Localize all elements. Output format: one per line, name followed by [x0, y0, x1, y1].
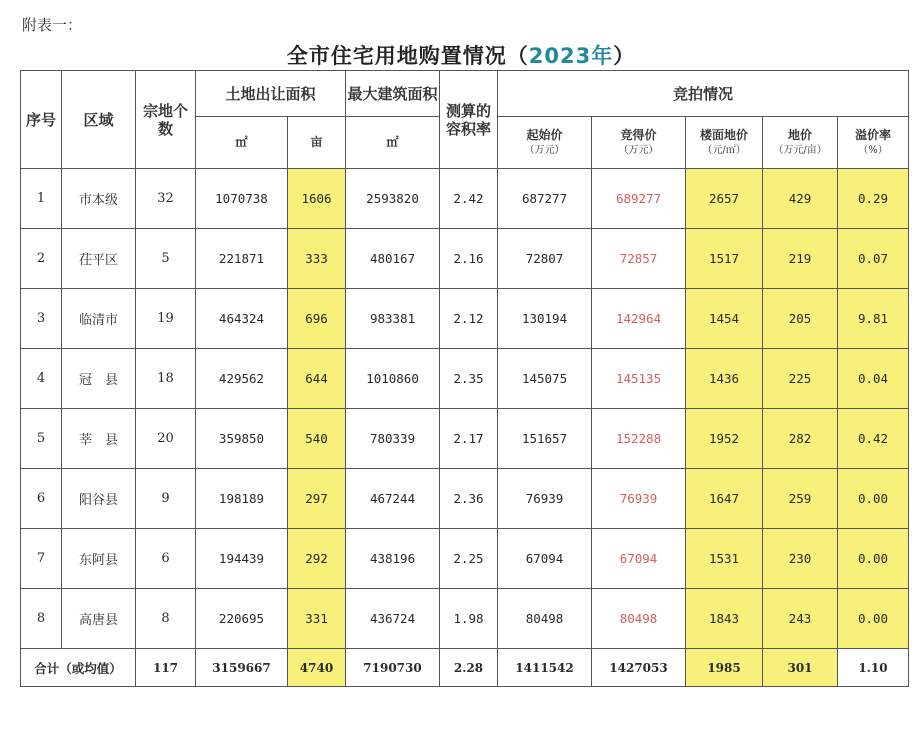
total-far: 2.28 — [440, 649, 498, 687]
header-final-price-unit: （万元） — [618, 144, 659, 156]
total-area-m2: 3159667 — [196, 649, 288, 687]
header-auction: 竞拍情况 — [498, 71, 909, 117]
header-max-build: 最大建筑面积 — [346, 71, 440, 117]
cell-build: 780339 — [346, 409, 440, 469]
cell-count: 9 — [136, 469, 196, 529]
cell-premium: 0.00 — [838, 469, 909, 529]
cell-count: 19 — [136, 289, 196, 349]
header-floor-price-unit: （元/㎡） — [702, 144, 746, 156]
header-start-price-unit: （万元） — [524, 144, 565, 156]
cell-land-price: 230 — [763, 529, 838, 589]
cell-area-mu: 540 — [288, 409, 346, 469]
cell-area-m2: 464324 — [196, 289, 288, 349]
cell-far: 2.17 — [440, 409, 498, 469]
cell-premium: 0.00 — [838, 589, 909, 649]
cell-count: 5 — [136, 229, 196, 289]
cell-count: 18 — [136, 349, 196, 409]
cell-floor-price: 1843 — [686, 589, 763, 649]
cell-area-m2: 220695 — [196, 589, 288, 649]
cell-build: 467244 — [346, 469, 440, 529]
header-premium — [838, 117, 909, 169]
cell-seq: 6 — [21, 469, 62, 529]
cell-area-mu: 292 — [288, 529, 346, 589]
cell-floor-price: 1517 — [686, 229, 763, 289]
cell-seq: 5 — [21, 409, 62, 469]
cell-start-price: 72807 — [498, 229, 592, 289]
cell-region: 东阿县 — [62, 529, 136, 589]
cell-floor-price: 1531 — [686, 529, 763, 589]
cell-area-mu: 644 — [288, 349, 346, 409]
cell-seq: 4 — [21, 349, 62, 409]
cell-floor-price: 1647 — [686, 469, 763, 529]
cell-area-m2: 359850 — [196, 409, 288, 469]
header-start-price-label: 起始价 — [526, 127, 563, 142]
header-premium-unit: （%） — [858, 144, 888, 156]
cell-area-mu: 333 — [288, 229, 346, 289]
cell-count: 32 — [136, 169, 196, 229]
cell-far: 2.16 — [440, 229, 498, 289]
cell-count: 6 — [136, 529, 196, 589]
cell-start-price: 687277 — [498, 169, 592, 229]
cell-region: 高唐县 — [62, 589, 136, 649]
table-row — [21, 169, 909, 229]
cell-start-price: 80498 — [498, 589, 592, 649]
cell-far: 2.42 — [440, 169, 498, 229]
caption: 附表一： — [22, 16, 83, 34]
cell-seq: 8 — [21, 589, 62, 649]
cell-build: 480167 — [346, 229, 440, 289]
header-land-area: 土地出让面积 — [196, 71, 346, 117]
cell-area-mu: 696 — [288, 289, 346, 349]
header-count: 宗地个数 — [136, 71, 196, 169]
total-land-price: 301 — [763, 649, 838, 687]
cell-area-m2: 1070738 — [196, 169, 288, 229]
cell-floor-price: 2657 — [686, 169, 763, 229]
table-row — [21, 529, 909, 589]
total-count: 117 — [136, 649, 196, 687]
cell-seq: 2 — [21, 229, 62, 289]
total-area-mu: 4740 — [288, 649, 346, 687]
cell-area-mu: 1606 — [288, 169, 346, 229]
cell-start-price: 67094 — [498, 529, 592, 589]
cell-seq: 1 — [21, 169, 62, 229]
header-build-unit: ㎡ — [346, 117, 440, 169]
cell-build: 2593820 — [346, 169, 440, 229]
cell-far: 1.98 — [440, 589, 498, 649]
header-final-price-label: 竞得价 — [620, 127, 657, 142]
cell-count: 8 — [136, 589, 196, 649]
cell-premium: 0.00 — [838, 529, 909, 589]
cell-final-price: 689277 — [592, 169, 686, 229]
cell-land-price: 205 — [763, 289, 838, 349]
cell-premium: 0.42 — [838, 409, 909, 469]
title-paren-open: （ — [506, 43, 529, 68]
cell-final-price: 145135 — [592, 349, 686, 409]
cell-final-price: 76939 — [592, 469, 686, 529]
cell-premium: 0.07 — [838, 229, 909, 289]
table-row — [21, 469, 909, 529]
cell-build: 1010860 — [346, 349, 440, 409]
cell-final-price: 72857 — [592, 229, 686, 289]
header-land-price-unit: （万元/亩） — [773, 144, 827, 156]
header-land-price — [763, 117, 838, 169]
header-region: 区域 — [62, 71, 136, 169]
cell-area-mu: 331 — [288, 589, 346, 649]
header-seq: 序号 — [21, 71, 62, 169]
cell-area-m2: 429562 — [196, 349, 288, 409]
page-title — [0, 40, 922, 70]
cell-area-m2: 198189 — [196, 469, 288, 529]
header-floor-price — [686, 117, 763, 169]
cell-start-price: 151657 — [498, 409, 592, 469]
cell-final-price: 152288 — [592, 409, 686, 469]
total-premium: 1.10 — [838, 649, 909, 687]
cell-premium: 0.04 — [838, 349, 909, 409]
cell-final-price: 80498 — [592, 589, 686, 649]
cell-region: 临清市 — [62, 289, 136, 349]
cell-region: 冠 县 — [62, 349, 136, 409]
total-row — [21, 649, 909, 687]
cell-far: 2.25 — [440, 529, 498, 589]
cell-start-price: 76939 — [498, 469, 592, 529]
total-label: 合计（或均值） — [21, 649, 136, 687]
header-far: 测算的容积率 — [440, 71, 498, 169]
cell-floor-price: 1436 — [686, 349, 763, 409]
header-premium-label: 溢价率 — [855, 127, 892, 142]
cell-seq: 3 — [21, 289, 62, 349]
header-unit-m2: ㎡ — [196, 117, 288, 169]
land-purchase-table — [20, 70, 909, 687]
cell-land-price: 219 — [763, 229, 838, 289]
total-floor-price: 1985 — [686, 649, 763, 687]
header-unit-mu: 亩 — [288, 117, 346, 169]
cell-land-price: 243 — [763, 589, 838, 649]
cell-region: 市本级 — [62, 169, 136, 229]
header-start-price — [498, 117, 592, 169]
header-floor-price-label: 楼面地价 — [700, 127, 749, 142]
total-final-price: 1427053 — [592, 649, 686, 687]
cell-region: 莘 县 — [62, 409, 136, 469]
cell-land-price: 225 — [763, 349, 838, 409]
cell-region: 阳谷县 — [62, 469, 136, 529]
cell-start-price: 145075 — [498, 349, 592, 409]
cell-premium: 0.29 — [838, 169, 909, 229]
cell-area-m2: 221871 — [196, 229, 288, 289]
cell-count: 20 — [136, 409, 196, 469]
header-final-price — [592, 117, 686, 169]
table-row — [21, 229, 909, 289]
table-row — [21, 289, 909, 349]
cell-region: 茌平区 — [62, 229, 136, 289]
cell-floor-price: 1952 — [686, 409, 763, 469]
cell-land-price: 282 — [763, 409, 838, 469]
header-land-price-label: 地价 — [788, 127, 813, 142]
cell-build: 436724 — [346, 589, 440, 649]
cell-final-price: 142964 — [592, 289, 686, 349]
cell-land-price: 429 — [763, 169, 838, 229]
cell-build: 983381 — [346, 289, 440, 349]
cell-far: 2.12 — [440, 289, 498, 349]
title-year: 2023年 — [528, 44, 614, 68]
title-paren-close: ） — [613, 43, 636, 68]
cell-floor-price: 1454 — [686, 289, 763, 349]
cell-far: 2.36 — [440, 469, 498, 529]
cell-build: 438196 — [346, 529, 440, 589]
cell-start-price: 130194 — [498, 289, 592, 349]
table-row — [21, 349, 909, 409]
total-build: 7190730 — [346, 649, 440, 687]
table-row — [21, 409, 909, 469]
cell-final-price: 67094 — [592, 529, 686, 589]
table-row — [21, 589, 909, 649]
title-main: 全市住宅用地购置情况 — [286, 43, 507, 68]
cell-land-price: 259 — [763, 469, 838, 529]
cell-area-m2: 194439 — [196, 529, 288, 589]
cell-premium: 9.81 — [838, 289, 909, 349]
cell-area-mu: 297 — [288, 469, 346, 529]
cell-seq: 7 — [21, 529, 62, 589]
cell-far: 2.35 — [440, 349, 498, 409]
total-start-price: 1411542 — [498, 649, 592, 687]
